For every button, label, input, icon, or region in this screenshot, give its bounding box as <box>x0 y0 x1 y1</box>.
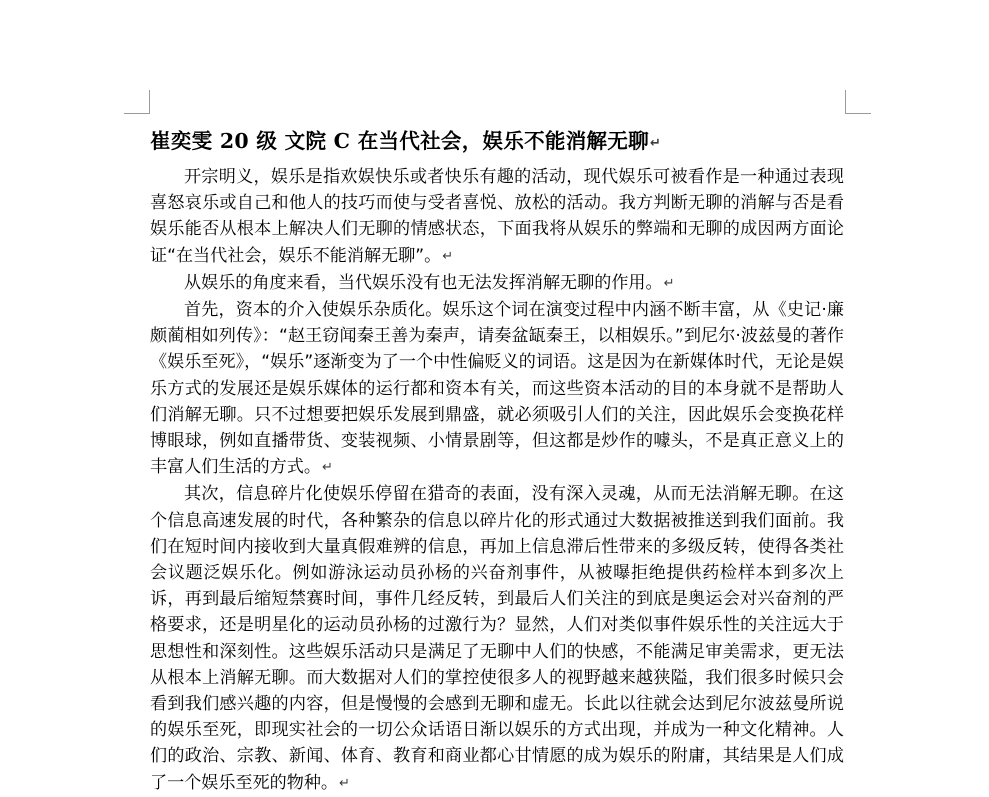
margin-corner-mark-top-left <box>124 90 150 114</box>
body-paragraph-4 <box>150 481 844 796</box>
paragraph-return-mark: ↵ <box>339 775 350 791</box>
body-paragraph-2-text: 从娱乐的角度来看，当代娱乐没有也无法发挥消解无聊的作用。 <box>184 272 663 293</box>
body-paragraph-3-text: 首先，资本的介入使娱乐杂质化。娱乐这个词在演变过程中内涵不断丰富，从《史记·廉颇蔺相如列传》：“赵王窃闻秦王善为秦声，请奏盆缻秦王，以相娱乐。”到尼尔·波兹曼的著作《娱乐至死》，“娱乐”逐渐变为了一个中性偏贬义的词语。这是因为在新媒体时代，无论是娱乐方式的发展还是娱乐媒体的运行都和资本有关，而这些资本活动的目的本身就不是帮助人们消解无聊。只不过想要把娱乐发展到鼎盛，就必须吸引人们的关注，因此娱乐会变换花样博眼球，例如直播带货、变装视频、小情景剧等，但这都是炒作的噱头，不是真正意义上的丰富人们生活的方式。 <box>150 300 844 478</box>
body-paragraph-1-text: 开宗明义，娱乐是指欢娱快乐或者快乐有趣的活动，现代娱乐可被看作是一种通过表现喜怒哀乐或自己和他人的技巧而使与受者喜悦、放松的活动。我方判断无聊的消解与否是看娱乐能否从根本上解决人们无聊的情感状态，下面我将从娱乐的弊端和无聊的成因两方面论证“在当代社会，娱乐不能消解无聊”。 <box>150 167 844 266</box>
body-paragraph-2 <box>150 270 844 297</box>
paragraph-return-mark: ↵ <box>663 275 675 291</box>
paragraph-return-mark: ↵ <box>442 248 454 264</box>
margin-corner-mark-top-right <box>845 90 871 114</box>
document-title <box>150 128 844 157</box>
paragraph-return-mark: ↵ <box>321 460 333 476</box>
body-paragraph-4-text: 其次，信息碎片化使娱乐停留在猎奇的表面，没有深入灵魂，从而无法消解无聊。在这个信息高速发展的时代，各种繁杂的信息以碎片化的形式通过大数据被推送到我们面前。我们在短时间内接收到大量真假难辨的信息，再加上信息滞后性带来的多级反转，使得各类社会议题泛娱乐化。例如游泳运动员孙杨的兴奋剂事件，从被曝拒绝提供药检样本到多次上诉，再到最后缩短禁赛时间，事件几经反转，到最后人们关注的到底是奥运会对兴奋剂的严格要求，还是明星化的运动员孙杨的过激行为？显然，人们对类似事件娱乐性的关注远大于思想性和深刻性。这些娱乐活动只是满足了无聊中人们的快感，不能满足审美需求，更无法从根本上消解无聊。而大数据对人们的掌控使很多人的视野越来越狭隘，我们很多时候只会看到我们感兴趣的内容，但是慢慢的会感到无聊和虚无。长此以往就会达到尼尔波兹曼所说的娱乐至死，即现实社会的一切公众话语日渐以娱乐的方式出现，并成为一种文化精神。人们的政治、宗教、新闻、体育、教育和商业都心甘情愿的成为娱乐的附庸，其结果是人们成了一个娱乐至死的物种。 <box>150 484 844 793</box>
body-paragraph-1 <box>150 164 844 270</box>
document-title-text: 崔奕雯 20 级 文院 C 在当代社会，娱乐不能消解无聊 <box>150 129 649 153</box>
document-text-body <box>150 128 844 797</box>
body-paragraph-3 <box>150 297 844 481</box>
paragraph-return-mark: ↵ <box>649 136 662 151</box>
